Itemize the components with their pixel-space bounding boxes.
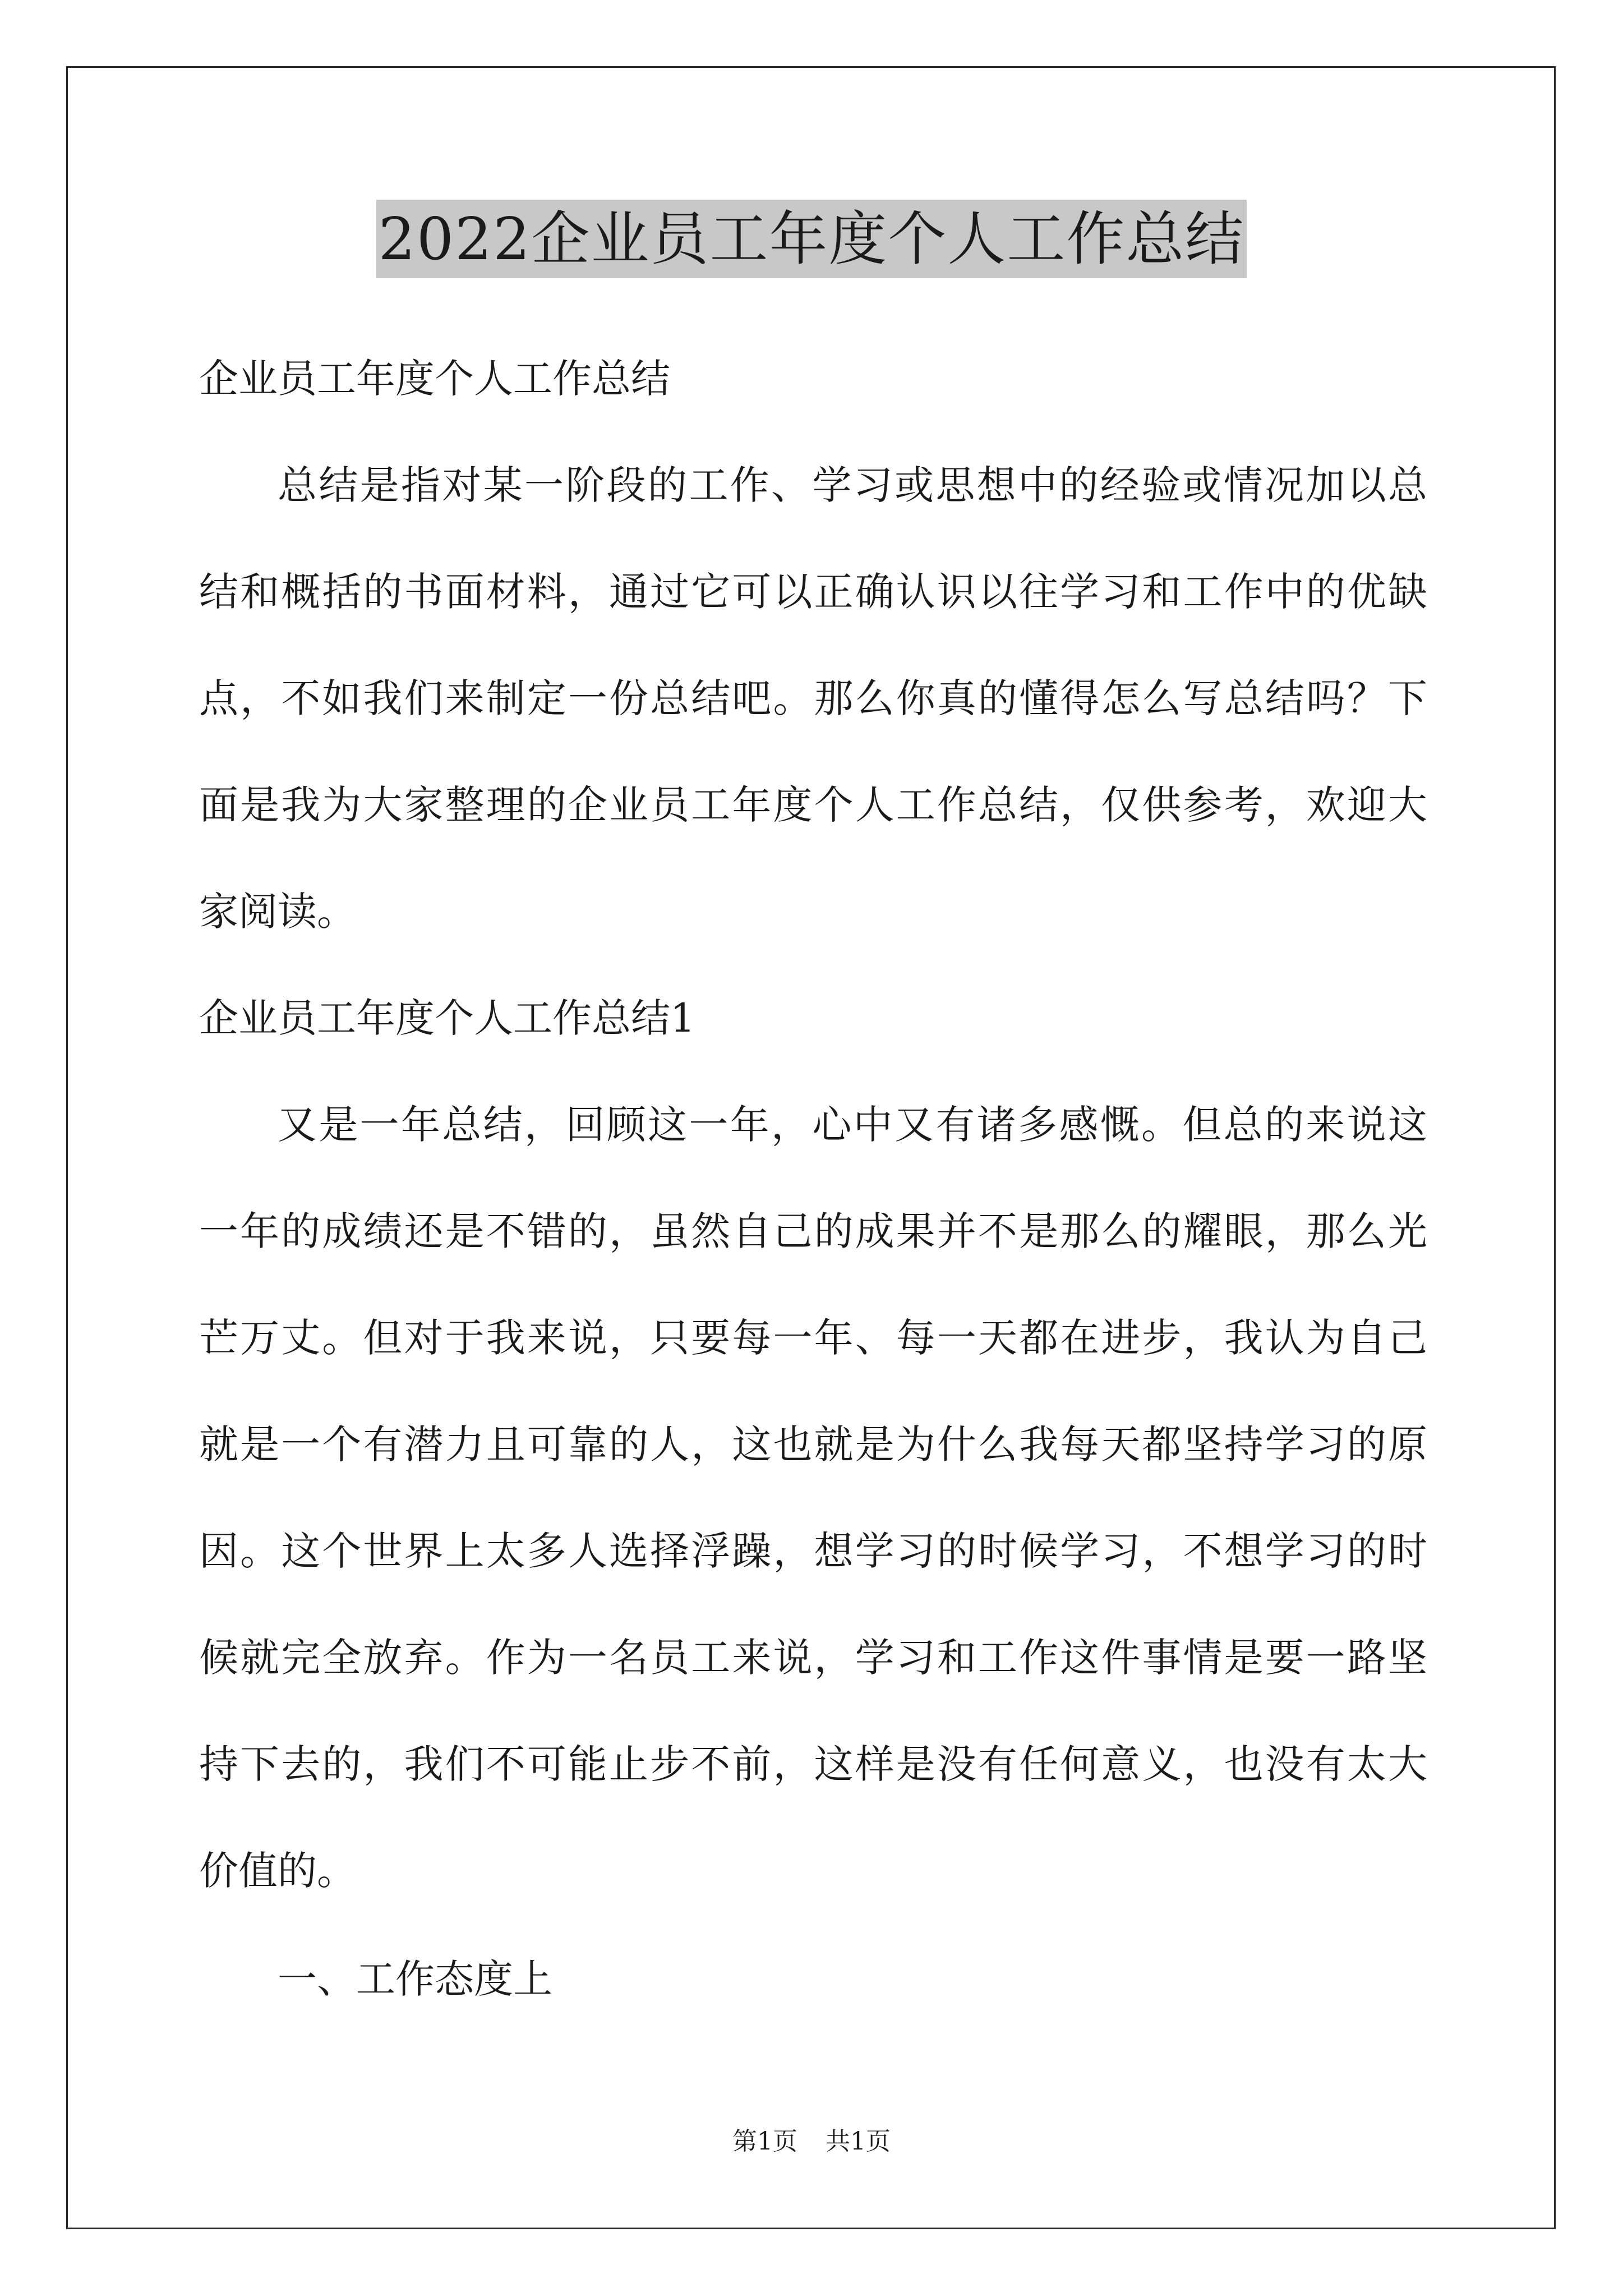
paragraph-line: 一年的成绩还是不错的，虽然自己的成果并不是那么的耀眼，那么光 (199, 1208, 1427, 1254)
paragraph-line: 芒万丈。但对于我来说，只要每一年、每一天都在进步，我认为自己 (199, 1315, 1427, 1361)
paragraph-line: 点，不如我们来制定一份总结吧。那么你真的懂得怎么写总结吗？下 (199, 675, 1427, 721)
page-number-current: 第1页 (732, 2127, 797, 2156)
title-container (0, 200, 1623, 278)
paragraph-line: 因。这个世界上太多人选择浮躁，想学习的时候学习，不想学习的时 (199, 1528, 1427, 1574)
paragraph-line: 就是一个有潜力且可靠的人，这也就是为什么我每天都坚持学习的原 (199, 1421, 1427, 1467)
paragraph-line: 结和概括的书面材料，通过它可以正确认识以往学习和工作中的优缺 (199, 569, 1427, 615)
heading-section: 企业员工年度个人工作总结1 (199, 995, 695, 1041)
document-title: 2022企业员工年度个人工作总结 (376, 200, 1247, 278)
paragraph-line: 面是我为大家整理的企业员工年度个人工作总结，仅供参考，欢迎大 (199, 782, 1427, 828)
paragraph-line: 总结是指对某一阶段的工作、学习或思想中的经验或情况加以总 (278, 462, 1427, 508)
paragraph-line: 价值的。 (199, 1848, 356, 1894)
paragraph-line: 家阅读。 (199, 889, 356, 935)
page-number-total: 共1页 (826, 2127, 891, 2156)
heading-main: 企业员工年度个人工作总结 (199, 356, 670, 402)
paragraph-line: 又是一年总结，回顾这一年，心中又有诸多感慨。但总的来说这 (278, 1102, 1427, 1148)
paragraph-line: 候就完全放弃。作为一名员工来说，学习和工作这件事情是要一路坚 (199, 1635, 1427, 1681)
paragraph-line: 持下去的，我们不可能止步不前，这样是没有任何意义，也没有太大 (199, 1741, 1427, 1787)
page-footer (0, 2125, 1623, 2159)
subsection-heading: 一、工作态度上 (278, 1956, 552, 2002)
